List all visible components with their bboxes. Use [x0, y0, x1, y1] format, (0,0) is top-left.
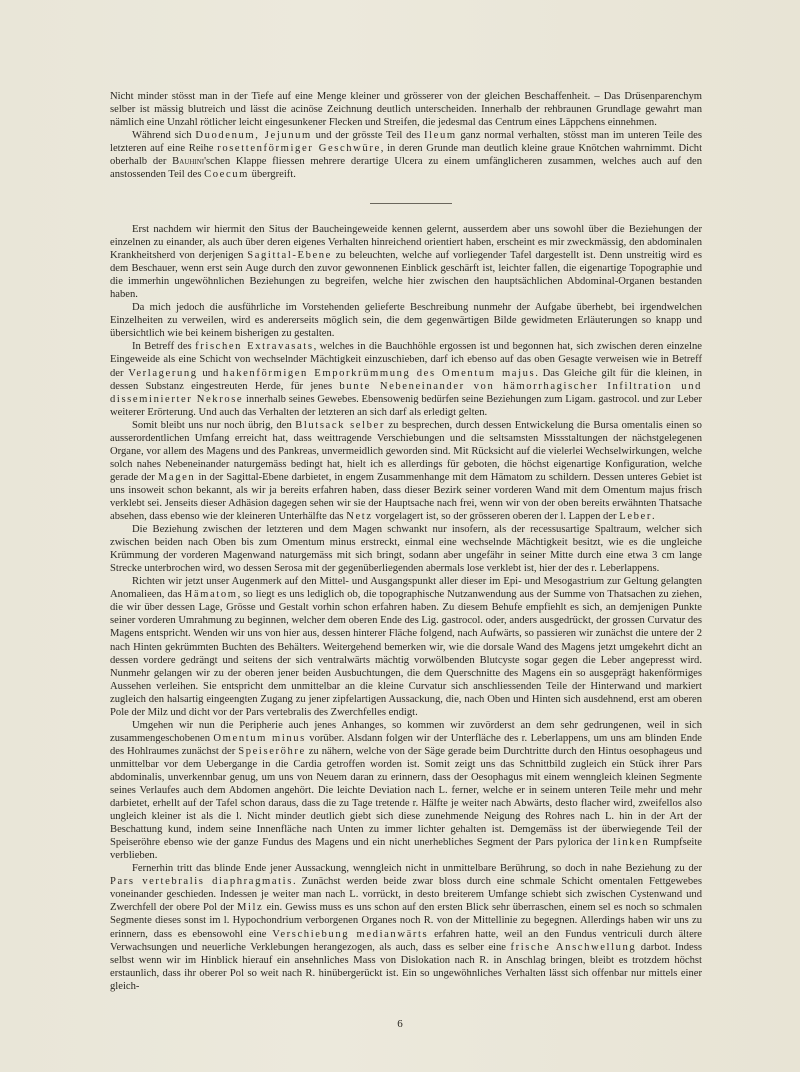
emphasis: bunte Nebeneinander von hämorrhagischer Infiltration und disseminierter Nekrose [110, 380, 702, 405]
emphasis: Duodenum, Jejunum [195, 130, 312, 142]
paragraph: Während sich Duodenum, Jejunum und der grösste Teil des Ileum ganz normal verhalten, stösst man im unteren Teile des letzteren auf eine Reihe rosettenförmiger Geschwüre, in deren Grunde man deutlich kleine graue Knötchen wahrnimmt. Dicht oberhalb der Bauhini'schen Klappe fliessen mehrere derartige Ulcera zu einem umfänglicheren zusammen, welches auch auf den anstossenden Teil des Coecum übergreift. [110, 130, 703, 181]
paragraph: Nicht minder stösst man in der Tiefe auf eine Menge kleiner und grösserer von der gleichen Beschaffenheit. – Das Drüsenparenchym selber ist mässig blutreich und lässt die acinöse Zeichnung deutlich unterscheiden. Innerhalb der rehbraunen Grundlage gewahrt man nämlich eine Unzahl rötlicher leicht eingesunkener Flecken und Streifen, die jedesmal das Centrum eines Läppchens einnehmen. [110, 91, 702, 129]
emphasis: hakenförmigen Emporkrümmung des Omentum majus [223, 367, 536, 379]
paragraph: Umgehen wir nun die Peripherie auch jenes Anhanges, so kommen wir zuvörderst an dem sehr gedrungenen, weil in sich zusammengeschobenen Omentum minus vorüber. Alsdann folgen wir der Unterfläche des r. Leberlappens, um uns am blinden Ende des Hohlraumes zunächst der Speiseröhre zu nähern, welche von der Säge gerade beim Durchtritte durch den Hintus oesophageus und unmittelbar vor dem Uebergange in die Cardia getroffen worden ist. Somit zeigt uns das Schnittbild zugleich ein Stück ihrer Pars abdominalis, unverkennbar genug, um uns von Neuem daran zu erinnern, dass der Oesophagus mit einem wenngleich kleinen Segmente seines Verlaufes auch dem Abdomen angehört. Die leichte Deviation nach L. ferner, welche er in seinem unteren Teile mehr und mehr darbietet, erhellt auf der Tafel schon daraus, dass die zu Tage tretende r. Hälfte je weiter nach Abwärts, desto flacher wird, zweifellos also ungleich kleiner ist als die l. Nicht minder deutlich giebt sich diese zunehmende Neigung des Rohres nach L. hin in der Art der Beschattung kund, indem seine Innenfläche nach Unten zu immer lichter gehalten ist. Demgemäss ist der überwiegende Teil der Speiseröhre ebenso wie der ganze Fundus des Magens und ein nicht unerhebliches Segment der Pars pylorica der linken Rumpfseite verblieben. [110, 719, 702, 862]
emphasis: Leber [619, 511, 652, 523]
paragraph: In Betreff des frischen Extravasats, welches in die Bauchhöhle ergossen ist und begonnen hat, sich zwischen deren einzelne Eingeweide als eine Schicht von wechselnder Mächtigkeit einzuschieben, darf ich ebenso auf das oben Gesagte verweisen wie in Betreff der Verlagerung und hakenförmigen Emporkrümmung des Omentum majus. Das Gleiche gilt für die kleinen, in dessen Substanz eingestreuten Herde, für jenes bunte Nebeneinander von hämorrhagischer Infiltration und disseminierter Nekrose innerhalb seines Gewebes. Ebensowenig bedürfen seine Beziehungen zum Ligam. gastrocol. und zur Leber weiterer Erörterung. Und auch das Verhalten der letzteren an sich darf als erledigt gelten. [110, 341, 703, 418]
emphasis: Milz [236, 902, 264, 914]
emphasis: Verlagerung [128, 367, 198, 379]
paragraph: Fernerhin tritt das blinde Ende jener Aussackung, wenngleich nicht in unmittelbare Berührung, so doch in nahe Beziehung zu der Pars vertebralis diaphragmatis. Zunächst werden beide zwar bloss durch eine schmale Schicht omentalen Fettgewebes voneinander geschieden. Indessen je weiter man nach L. vorrückt, in desto breiterem Umfange schiebt sich zwischen Cystenwand und Zwerchfell der obere Pol der Milz ein. Gewiss muss es uns schon auf den ersten Blick sehr überraschen, einem sel es noch so schmalen Segmente dieses sonst im l. Hypochondrium verborgenen Organes noch R. von der Mittellinie zu begegnen. Allerdings haben wir uns zu erinnern, dass es ebensowohl eine Verschiebung medianwärts erfahren hatte, weil an den Fundus ventriculi durch ältere Verwachsungen und neuerliche Verklebungen herangezogen, als auch, dass es selber eine frische Anschwellung darbot. Indess selbst wenn wir im Hinblick hierauf ein ansehnliches Mass von Dislokation nach R. in Anschlag bringen, bleibt es trotzdem höchst erstaunlich, dass ihr oberer Pol so weit nach R. hinübergerückt ist. Ein so ungewöhnliches Verhalten lässt sich offenbar nur mittels einer gleich- [110, 863, 703, 992]
emphasis: Ileum [423, 130, 457, 142]
author-name: Bauhini [172, 156, 205, 168]
emphasis: Omentum minus [213, 732, 306, 744]
emphasis: Magen [157, 471, 196, 483]
emphasis: Blutsack selber [295, 419, 385, 431]
paragraph: Richten wir jetzt unser Augenmerk auf den Mittel- und Ausgangspunkt aller dieser im Epi- und Mesogastrium zur Geltung gelangten Anomalieen, das Hämatom, so liegt es uns lediglich ob, die topographische Nutzanwendung aus der Summe von Thatsachen zu ziehen, die wir über dessen Lage, Grösse und Gestalt vorhin schon erfahren haben. Zu diesem Behufe empfiehlt es sich, an demjenigen Punkte seiner vorderen Umrahmung zu beginnen, welcher dem oberen Ende des Lig. gastrocol. oder, anders ausgedrückt, der grossen Curvatur des Magens entspricht. Wenden wir uns von hier aus, dessen hinterer Fläche folgend, nach Aufwärts, so passieren wir zunächst die untere der 2 nach Hinten gekrümmten Buchten des Behälters. Weitergehend bemerken wir, wie die dorsale Wand des Magens jetzt umgekehrt dicht an dessen vordere gedrängt und seitens der sich ventralwärts mächtig vorwölbenden Blutcyste sogar gegen die Leber angepresst wird. Nunmehr gelangen wir zu der oberen jener beiden Ausbuchtungen, die dem Querschnitte des Magens ein so ausgeprägt hakenförmiges Aussehen verleihen. Sie entspricht dem unmittelbar an die kleine Curvatur sich anschliessenden Teile der Hinterwand und markiert zugleich den halsartig eingeengten Zugang zu jener zipfelartigen Aussackung, die, nach Oben und Hinten sich ausdehnend, erst am oberen Pole der Milz und dicht vor der Pars vertebralis des Zwerchfelles endigt. [110, 576, 702, 718]
paragraph: Somit bleibt uns nur noch übrig, den Blutsack selber zu besprechen, durch dessen Entwickelung die Bursa omentalis einen so ausserordentlichen Umfang erreicht hat, dass weittragende Verschiebungen und die seltsamsten Missstaltungen der nächstgelegenen Organe, vor allem des Magens und des Pankreas, unvermeidlich geworden sind. Mit Rücksicht auf die vielerlei Wechselwirkungen, welche solch nahes Nebeneinander naturgemäss bedingt hat, hielt ich es allerdings für geboten, die höchst eigenartige Konfiguration, welche gerade der Magen in der Sagittal-Ebene darbietet, in engem Zusammenhange mit dem Hämatom zu schildern. Dessen unteres Gebiet ist uns insoweit schon bekannt, als wir ja bereits erfahren haben, dass dieser Bezirk seiner vorderen Wand mit dem Omentum majus frisch verklebt sei. Jenseits dieser Adhäsion dagegen sehen wir sie der Hauptsache nach frei, wenn wir von der oben bereits erwähnten Thatsache absehen, dass ebenso wie der kleineren Unterhälfte das Netz vorgelagert ist, so der grösseren oberen der l. Lappen der Leber. [110, 419, 702, 523]
emphasis: Hämatom [184, 589, 238, 601]
page-number: 6 [397, 1018, 403, 1030]
text-block-main [110, 223, 702, 993]
emphasis: frischen Extravasats [195, 341, 314, 353]
paragraph: Die Beziehung zwischen der letzteren und dem Magen schwankt nur insofern, als der recessusartige Spaltraum, welcher sich zwischen beiden nach Oben bis zum Omentum minus erstreckt, einmal eine wechselnde Mächtigkeit besitzt, wie es die ungleiche Krümmung der vorderen Magenwand naturgemäss mit sich bringt, sodann aber ungefähr in seiner Mitte durch eine etwa 3 cm lange Strecke unterbrochen wird, wo dessen Serosa mit der gegenüberliegenden abermals lose verklebt ist, hier der des r. Leberlappens. [110, 524, 702, 575]
emphasis: linken [613, 837, 650, 849]
emphasis: Speiseröhre [238, 745, 306, 757]
paragraph: Erst nachdem wir hiermit den Situs der Baucheingeweide kennen gelernt, ausserdem aber uns sowohl über die Beziehungen der einzelnen zu einander, als auch über deren eigenes Verhalten hinreichend orientiert haben, erscheint es mir zweckmässig, den abdominalen Krankheitsherd von derjenigen Sagittal-Ebene zu beleuchten, welche auf vorliegender Tafel dargestellt ist. Denn unstreitig wird es dem Beschauer, wenn erst sein Auge durch den zuvor gewonnenen Einblick geschärft ist, leichter fallen, die eigenartige Topographie und die immerhin ungewöhnlichen Beziehungen zu begreifen, welche hier zwischen den hauptsächlichen Abdominal-Organen bestanden haben. [110, 224, 702, 301]
emphasis: Netz [346, 511, 373, 523]
text-block-top [110, 90, 702, 181]
section-divider [370, 203, 452, 204]
emphasis: frische Anschwellung [510, 941, 637, 953]
emphasis: Sagittal-Ebene [247, 250, 332, 262]
emphasis: Coecum [204, 169, 250, 181]
emphasis: rosettenförmiger Geschwüre [217, 143, 381, 155]
emphasis: Verschiebung medianwärts [272, 928, 429, 940]
paragraph: Da mich jedoch die ausführliche im Vorstehenden gelieferte Beschreibung nunmehr der Aufgabe überhebt, bei irgendwelchen Einzelheiten zu verweilen, wird es andererseits möglich sein, die dem gegenwärtigen Bilde gewidmeten Erläuterungen so knapp und übersichtlich wie bei keinem bisherigen zu gestalten. [110, 302, 702, 340]
emphasis: Pars vertebralis diaphragmatis [110, 876, 293, 888]
